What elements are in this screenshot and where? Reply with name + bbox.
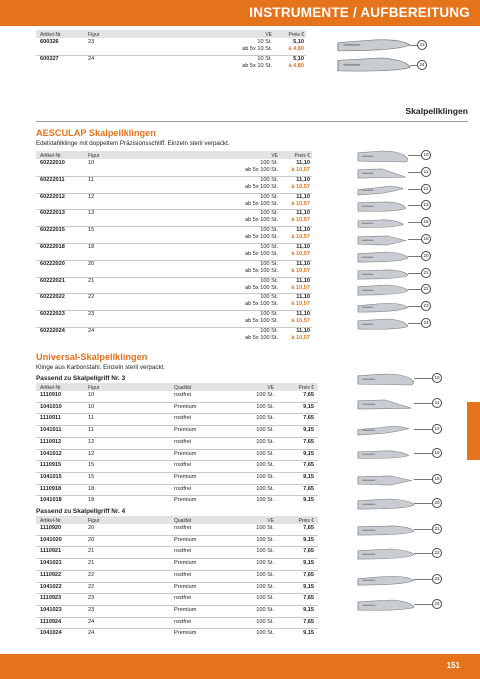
column-header: Preis € <box>288 31 304 38</box>
quality: Premium <box>174 450 197 457</box>
leader-line <box>408 323 421 324</box>
column-header: Preis € <box>294 152 310 159</box>
leader-line <box>414 579 432 580</box>
quality: Premium <box>174 560 197 567</box>
figure-callout: 11 <box>432 398 442 408</box>
article-number: 1110923 <box>40 595 62 602</box>
figure-number: 21 <box>88 560 95 567</box>
quality: rostfrei <box>174 462 192 469</box>
figure-callout: 23 <box>417 40 427 50</box>
quality: rostfrei <box>174 438 192 445</box>
figure-number: 23 <box>88 311 95 318</box>
price: 9,15 <box>303 473 314 480</box>
article-number: 60222021 <box>40 277 65 284</box>
price: 7,65 <box>303 525 314 531</box>
article-number: 1041011 <box>40 427 62 434</box>
price: 9,15 <box>303 427 314 434</box>
figure-number: 11 <box>88 415 94 422</box>
figure-number: 18 <box>88 244 95 250</box>
price: 11,10 <box>296 328 310 334</box>
column-header: VE <box>271 152 278 159</box>
leader-line <box>408 239 421 240</box>
scalpel-blade-icon <box>358 151 408 162</box>
figure-callout: 18 <box>432 474 442 484</box>
ve-unit: 100 St. <box>256 427 274 434</box>
price: 11,10 <box>296 277 310 284</box>
bulk-price: à 10,57 <box>291 200 310 207</box>
quality: Premium <box>174 583 197 590</box>
scalpel-blade-icon <box>358 218 408 229</box>
quality: Premium <box>174 536 197 543</box>
price: 7,65 <box>303 571 314 578</box>
column-header: VE <box>267 384 274 391</box>
figure-callout: 20 <box>421 251 431 261</box>
figure-number: 21 <box>88 277 95 284</box>
figure-callout: 15 <box>421 217 431 227</box>
footer-bar <box>0 654 480 679</box>
column-header: VE <box>267 517 274 524</box>
price: 11,10 <box>296 311 310 318</box>
article-number: 1041018 <box>40 497 62 504</box>
scalpel-blade-icon <box>358 575 414 586</box>
category-divider <box>36 121 468 122</box>
bulk-price: à 4,80 <box>288 62 304 69</box>
price: 9,15 <box>303 450 314 457</box>
price: 7,65 <box>303 595 314 602</box>
leader-line <box>408 189 421 190</box>
bulk-price: à 10,57 <box>291 217 310 224</box>
quality: rostfrei <box>174 571 192 578</box>
figure-callout: 20 <box>432 498 442 508</box>
column-header: Figur <box>88 517 100 524</box>
ve-unit: 100 St. <box>256 618 274 625</box>
article-number: 1110924 <box>40 618 62 625</box>
article-number: 1041024 <box>40 630 62 637</box>
figure-number: 23 <box>88 595 95 602</box>
figure-number: 11 <box>88 427 94 434</box>
ve-unit: 100 St. <box>256 583 274 590</box>
leader-line <box>414 479 432 480</box>
price: 11,10 <box>296 227 310 234</box>
column-header: Preis € <box>298 517 314 524</box>
scalpel-blade-icon <box>358 399 414 410</box>
figure-callout: 21 <box>421 268 431 278</box>
article-number: 1110912 <box>40 438 62 445</box>
article-number: 1110921 <box>40 548 62 555</box>
article-number: 1041012 <box>40 450 62 457</box>
figure-number: 18 <box>88 485 95 492</box>
ve-unit: 10 St. <box>257 39 272 45</box>
figure-number: 12 <box>88 438 95 445</box>
article-number: 1041010 <box>40 403 62 410</box>
price: 9,15 <box>303 560 314 567</box>
figure-number: 20 <box>88 536 95 543</box>
ve-unit: 100 St. <box>256 497 274 504</box>
quality: Premium <box>174 403 197 410</box>
article-number: 1110918 <box>40 485 62 492</box>
leader-line <box>408 205 421 206</box>
subsection-title-grip-4: Passend zu Skalpellgriff Nr. 4 <box>36 508 126 515</box>
article-number: 1041021 <box>40 560 62 567</box>
figure-callout: 15 <box>432 448 442 458</box>
ve-bulk: ab 5x 100 St. <box>245 335 278 341</box>
quality: Premium <box>174 606 197 613</box>
ve-unit: 100 St. <box>260 328 278 334</box>
subsection-title-grip-3: Passend zu Skalpellgriff Nr. 3 <box>36 375 126 382</box>
article-number: 60222013 <box>40 210 65 217</box>
table-header <box>36 151 312 159</box>
ve-bulk: ab 5x 100 St. <box>245 284 278 291</box>
table-row <box>36 496 318 508</box>
column-header: Artikel-Nr. <box>40 384 62 391</box>
scalpel-blade-icon <box>338 58 410 72</box>
leader-line <box>414 529 432 530</box>
price: 7,65 <box>303 438 314 445</box>
price: 7,65 <box>303 415 314 422</box>
quality: rostfrei <box>174 415 192 422</box>
ve-unit: 100 St. <box>256 462 274 469</box>
leader-line <box>414 503 432 504</box>
ve-unit: 100 St. <box>256 606 274 613</box>
section-side-tab <box>467 402 480 460</box>
category-title: Skalpellklingen <box>405 106 468 116</box>
figure-callout: 21 <box>432 524 442 534</box>
figure-number: 11 <box>88 176 94 183</box>
ve-unit: 100 St. <box>256 525 274 531</box>
figure-callout: 13 <box>421 200 431 210</box>
leader-line <box>408 256 421 257</box>
quality: Premium <box>174 427 197 434</box>
scalpel-blade-icon <box>358 285 408 296</box>
leader-line <box>410 65 417 66</box>
bulk-price: à 10,57 <box>291 284 310 291</box>
ve-unit: 100 St. <box>260 277 278 284</box>
ve-unit: 100 St. <box>260 193 278 200</box>
scalpel-blade-icon <box>358 269 408 280</box>
quality: rostfrei <box>174 485 192 492</box>
price: 7,65 <box>303 485 314 492</box>
article-number: 1041022 <box>40 583 62 590</box>
figure-number: 24 <box>88 630 95 637</box>
ve-unit: 100 St. <box>260 260 278 267</box>
figure-callout: 12 <box>432 424 442 434</box>
bulk-price: à 10,57 <box>291 234 310 241</box>
column-header: Artikel-Nr. <box>40 31 62 38</box>
table-row <box>36 328 312 345</box>
figure-number: 10 <box>88 403 95 410</box>
table-header <box>36 383 318 391</box>
article-number: 1110922 <box>40 571 62 578</box>
leader-line <box>408 155 421 156</box>
ve-bulk: ab 5x 100 St. <box>245 318 278 325</box>
ve-bulk: ab 5x 100 St. <box>245 301 278 308</box>
ve-unit: 100 St. <box>260 227 278 234</box>
scalpel-blade-icon <box>358 235 408 246</box>
article-number: 60222010 <box>40 160 65 166</box>
ve-unit: 100 St. <box>256 571 274 578</box>
table-header <box>36 30 306 38</box>
ve-unit: 100 St. <box>256 560 274 567</box>
article-number: 600326 <box>40 39 59 45</box>
article-number: 600327 <box>40 55 59 62</box>
scalpel-blade-icon <box>358 168 408 179</box>
figure-callout: 22 <box>421 284 431 294</box>
article-number: 60222024 <box>40 328 65 334</box>
bulk-price: à 10,57 <box>291 183 310 190</box>
price: 9,15 <box>303 606 314 613</box>
table-row <box>36 261 312 278</box>
scalpel-blade-icon <box>358 499 414 510</box>
article-number: 1041023 <box>40 606 62 613</box>
page-number: 151 <box>446 661 460 670</box>
figure-number: 24 <box>88 55 95 62</box>
ve-bulk: ab 5x 100 St. <box>245 251 278 257</box>
ve-unit: 100 St. <box>256 450 274 457</box>
scalpel-blade-icon <box>358 374 414 385</box>
scalpel-blade-icon <box>358 600 414 611</box>
table-row <box>36 39 306 56</box>
price: 11,10 <box>296 160 310 166</box>
figure-callout: 10 <box>432 373 442 383</box>
leader-line <box>410 45 417 46</box>
scalpel-blade-icon <box>338 38 410 52</box>
column-header: Preis € <box>298 384 314 391</box>
article-number: 60222012 <box>40 193 65 200</box>
bulk-price: à 10,57 <box>291 267 310 274</box>
ve-unit: 100 St. <box>256 548 274 555</box>
figure-callout: 23 <box>421 301 431 311</box>
scalpel-blade-icon <box>358 319 408 330</box>
column-header: Artikel-Nr. <box>40 152 62 159</box>
column-header: Qualität <box>174 384 192 391</box>
leader-line <box>408 306 421 307</box>
figure-number: 23 <box>88 39 95 45</box>
quality: rostfrei <box>174 548 192 555</box>
price: 9,15 <box>303 497 314 504</box>
price: 9,15 <box>303 536 314 543</box>
ve-unit: 100 St. <box>260 311 278 318</box>
figure-number: 24 <box>88 618 95 625</box>
ve-bulk: ab 5x 100 St. <box>245 267 278 274</box>
article-number: 60222023 <box>40 311 65 318</box>
figure-callout: 10 <box>421 150 431 160</box>
column-header: Artikel-Nr. <box>40 517 62 524</box>
leader-line <box>408 222 421 223</box>
price: 9,15 <box>303 403 314 410</box>
figure-callout: 22 <box>432 548 442 558</box>
bulk-price: à 10,57 <box>291 335 310 341</box>
leader-line <box>414 553 432 554</box>
ve-bulk: ab 5x 100 St. <box>245 217 278 224</box>
figure-number: 12 <box>88 450 95 457</box>
leader-line <box>414 378 432 379</box>
table-row <box>36 278 312 295</box>
table-row <box>36 294 312 311</box>
quality: rostfrei <box>174 525 192 531</box>
scalpel-blade-icon <box>358 201 408 212</box>
table-row <box>36 177 312 194</box>
quality: Premium <box>174 473 197 480</box>
table-row <box>36 210 312 227</box>
ve-unit: 100 St. <box>256 473 274 480</box>
price: 11,10 <box>296 176 310 183</box>
ve-unit: 100 St. <box>260 210 278 217</box>
price: 5,10 <box>293 55 304 62</box>
price: 7,65 <box>303 618 314 625</box>
ve-unit: 100 St. <box>260 160 278 166</box>
figure-number: 12 <box>88 193 95 200</box>
scalpel-blade-icon <box>358 475 414 486</box>
ve-bulk: ab 5x 100 St. <box>245 200 278 207</box>
figure-number: 24 <box>88 328 95 334</box>
price: 5,10 <box>293 39 304 45</box>
table-row <box>36 227 312 244</box>
figure-number: 10 <box>88 392 95 398</box>
article-number: 1110915 <box>40 462 62 469</box>
table-row <box>36 56 306 73</box>
quality: Premium <box>174 497 197 504</box>
scalpel-blade-icon <box>358 425 414 436</box>
article-number: 1110910 <box>40 392 62 398</box>
ve-unit: 100 St. <box>256 485 274 492</box>
leader-line <box>414 403 432 404</box>
figure-callout: 12 <box>421 184 431 194</box>
scalpel-blade-icon <box>358 185 408 196</box>
price: 11,10 <box>296 210 310 217</box>
figure-number: 22 <box>88 583 95 590</box>
price: 11,10 <box>296 294 310 301</box>
universal-description: Klinge aus Karbonstahl. Einzeln steril verpackt. <box>36 364 165 371</box>
table-row <box>36 311 312 328</box>
leader-line <box>414 453 432 454</box>
figure-callout: 24 <box>432 599 442 609</box>
price: 11,10 <box>296 260 310 267</box>
ve-unit: 100 St. <box>256 392 274 398</box>
figure-number: 21 <box>88 548 95 555</box>
ve-bulk: ab 5x 10 St. <box>242 62 272 69</box>
quality: rostfrei <box>174 392 192 398</box>
column-header: Figur <box>88 31 100 38</box>
quality: rostfrei <box>174 618 192 625</box>
price: 7,65 <box>303 392 314 398</box>
ve-bulk: ab 5x 100 St. <box>245 183 278 190</box>
bulk-price: à 10,57 <box>291 251 310 257</box>
ve-bulk: ab 5x 10 St. <box>242 46 272 52</box>
column-header: VE <box>265 31 272 38</box>
leader-line <box>414 429 432 430</box>
figure-number: 20 <box>88 525 95 531</box>
price: 11,10 <box>296 244 310 250</box>
figure-callout: 23 <box>432 574 442 584</box>
leader-line <box>414 604 432 605</box>
scalpel-blade-icon <box>358 302 408 313</box>
ve-unit: 100 St. <box>256 403 274 410</box>
ve-bulk: ab 5x 100 St. <box>245 234 278 241</box>
leader-line <box>408 273 421 274</box>
article-number: 1041015 <box>40 473 62 480</box>
article-number: 60222011 <box>40 176 65 183</box>
figure-callout: 24 <box>421 318 431 328</box>
table-row <box>36 160 312 177</box>
bulk-price: à 10,57 <box>291 301 310 308</box>
article-number: 60222020 <box>40 260 65 267</box>
leader-line <box>408 172 421 173</box>
table-row <box>36 244 312 261</box>
figure-callout: 11 <box>421 167 431 177</box>
bulk-price: à 10,57 <box>291 167 310 173</box>
figure-callout: 24 <box>417 60 427 70</box>
article-number: 60222022 <box>40 294 65 301</box>
table-header <box>36 516 318 524</box>
scalpel-blade-icon <box>358 449 414 460</box>
ve-unit: 100 St. <box>260 244 278 250</box>
scalpel-blade-icon <box>358 525 414 536</box>
figure-number: 22 <box>88 294 95 301</box>
universal-title: Universal-Skalpellklingen <box>36 352 148 362</box>
price: 11,10 <box>296 193 310 200</box>
quality: Premium <box>174 630 197 637</box>
ve-unit: 100 St. <box>256 415 274 422</box>
figure-number: 15 <box>88 227 95 234</box>
table-row <box>36 194 312 211</box>
header-bar <box>0 0 480 26</box>
figure-number: 15 <box>88 462 95 469</box>
figure-number: 22 <box>88 571 95 578</box>
ve-unit: 100 St. <box>256 536 274 543</box>
price: 7,65 <box>303 548 314 555</box>
ve-unit: 100 St. <box>260 294 278 301</box>
header-title: INSTRUMENTE / AUFBEREITUNG <box>249 5 470 20</box>
leader-line <box>408 289 421 290</box>
ve-unit: 100 St. <box>256 630 274 637</box>
figure-number: 18 <box>88 497 95 504</box>
bulk-price: à 4,80 <box>288 46 304 52</box>
scalpel-blade-icon <box>358 549 414 560</box>
article-number: 1110911 <box>40 415 61 422</box>
figure-number: 20 <box>88 260 95 267</box>
figure-number: 13 <box>88 210 95 217</box>
ve-unit: 10 St. <box>257 55 272 62</box>
article-number: 60222015 <box>40 227 65 234</box>
figure-number: 15 <box>88 473 95 480</box>
article-number: 60222018 <box>40 244 65 250</box>
article-number: 1041020 <box>40 536 62 543</box>
ve-unit: 100 St. <box>256 595 274 602</box>
bulk-price: à 10,57 <box>291 318 310 325</box>
figure-number: 23 <box>88 606 95 613</box>
aesculap-title: AESCULAP Skalpellklingen <box>36 128 156 138</box>
column-header: Figur <box>88 384 100 391</box>
price: 7,65 <box>303 462 314 469</box>
price: 9,15 <box>303 630 314 637</box>
price: 9,15 <box>303 583 314 590</box>
column-header: Figur <box>88 152 100 159</box>
scalpel-blade-icon <box>358 252 408 263</box>
aesculap-description: Edelstahlklinge mit doppeltem Präzisionsschliff. Einzeln steril verpackt. <box>36 140 230 147</box>
table-row <box>36 629 318 641</box>
ve-bulk: ab 5x 100 St. <box>245 167 278 173</box>
figure-callout: 18 <box>421 234 431 244</box>
figure-number: 10 <box>88 160 95 166</box>
column-header: Qualität <box>174 517 192 524</box>
ve-unit: 100 St. <box>256 438 274 445</box>
article-number: 1110920 <box>40 525 62 531</box>
quality: rostfrei <box>174 595 192 602</box>
ve-unit: 100 St. <box>260 176 278 183</box>
